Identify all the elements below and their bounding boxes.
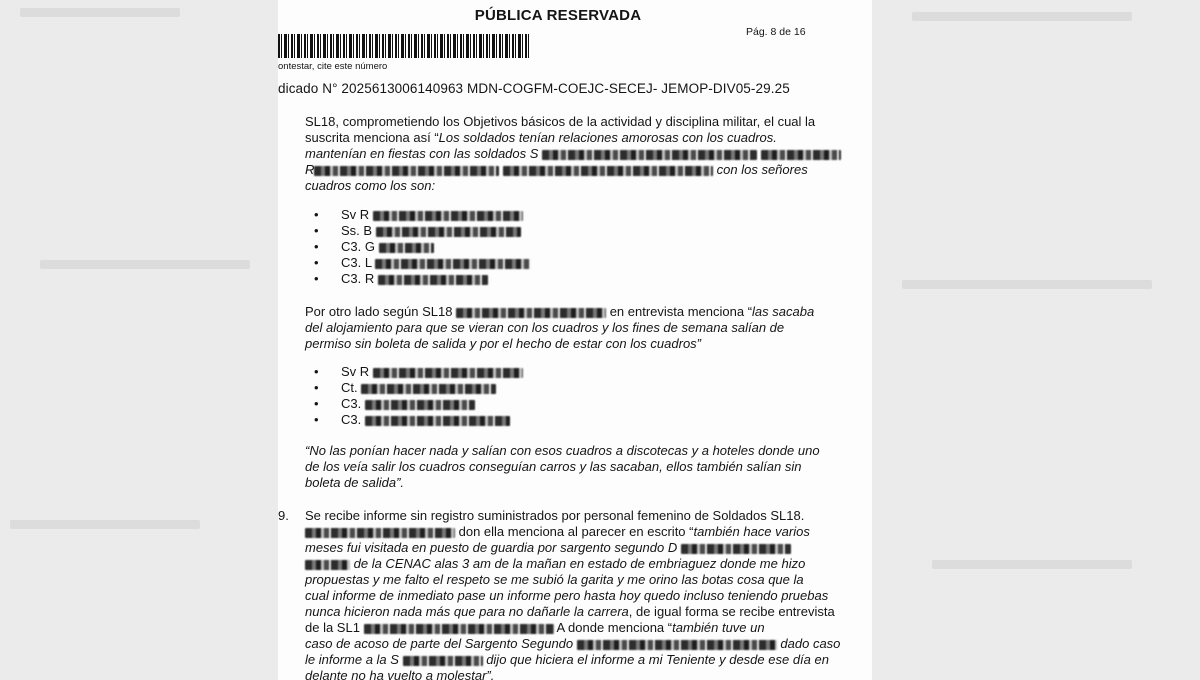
paragraph-2	[305, 304, 853, 352]
redacted-name	[503, 166, 713, 176]
paragraph-line: delante no ha vuelto a molestar”.	[305, 668, 495, 680]
list-item: • C3. L	[314, 255, 530, 271]
blurred-background-right	[872, 0, 1200, 680]
quote-line: boleta de salida”.	[305, 475, 405, 490]
item-number: 9.	[278, 508, 289, 523]
names-list-2	[314, 364, 523, 428]
cite-note: ontestar, cite este número	[278, 61, 388, 72]
redacted-name	[314, 166, 499, 176]
paragraph-line: nunca hicieron nada más que para no dañarle la carrera, de igual forma se recibe entrevista	[305, 604, 835, 619]
list-item: • C3. R	[314, 271, 530, 287]
barcode	[278, 34, 530, 58]
redacted-name	[761, 150, 841, 160]
radicado-number: dicado N° 2025613006140963 MDN-COGFM-COEJC-SECEJ- JEMOP-DIV05-29.25	[278, 81, 790, 96]
paragraph-line: caso de acoso de parte del Sargento Segundo dado caso	[305, 636, 841, 651]
paragraph-line: R con los señores	[305, 162, 808, 177]
paragraph-line: don ella menciona al parecer en escrito “también hace varios	[305, 524, 853, 540]
paragraph-line: cual informe de inmediato pase un informe pero hasta hoy quedo incluso teniendo pruebas	[305, 588, 829, 603]
list-item: • C3. G	[314, 239, 530, 255]
paragraph-line: propuestas y me falto el respeto se me subió la garita y me orino las botas cosa que la	[305, 572, 804, 587]
quote-block	[305, 443, 853, 491]
paragraph-line: cuadros como los son:	[305, 178, 436, 193]
paragraph-1	[305, 114, 853, 194]
paragraph-line: Se recibe informe sin registro suministrados por personal femenino de Soldados SL18.	[305, 508, 805, 523]
list-item: • Sv R	[314, 207, 530, 223]
paragraph-line: de la SL1 A donde menciona “también tuve un	[305, 620, 765, 635]
page-number: Pág. 8 de 16	[746, 26, 806, 38]
blurred-background-left	[0, 0, 278, 680]
paragraph-line: suscrita menciona así “Los soldados tenían relaciones amorosas con los cuadros.	[305, 130, 777, 145]
list-item: • Ss. B	[314, 223, 530, 239]
list-item: • Sv R	[314, 364, 523, 380]
paragraph-line: le informe a la S dijo que hiciera el informe a mi Teniente y desde ese día en	[305, 652, 829, 667]
document-page	[278, 0, 872, 680]
quote-line: de los veía salir los cuadros conseguían carros y las sacaban, ellos también salían sin	[305, 459, 802, 474]
redacted-name	[542, 150, 757, 160]
paragraph-line: del alojamiento para que se vieran con los cuadros y los fines de semana salían de	[305, 320, 785, 335]
list-item: • C3.	[314, 412, 523, 428]
item-9-paragraph	[305, 508, 853, 680]
paragraph-line: permiso sin boleta de salida y por el hecho de estar con los cuadros”	[305, 336, 701, 351]
paragraph-line: meses fui visitada en puesto de guardia por sargento segundo D	[305, 540, 853, 556]
list-item: • Ct.	[314, 380, 523, 396]
quote-line: “No las ponían hacer nada y salían con esos cuadros a discotecas y a hoteles donde uno	[305, 443, 820, 458]
list-item: • C3.	[314, 396, 523, 412]
paragraph-line: mantenían en fiestas con las soldados S	[305, 146, 853, 162]
paragraph-line: de la CENAC alas 3 am de la mañan en estado de embriaguez donde me hizo	[305, 556, 853, 572]
paragraph-line: Por otro lado según SL18 en entrevista menciona “las sacaba	[305, 304, 815, 319]
names-list-1	[314, 207, 530, 287]
paragraph-line: SL18, comprometiendo los Objetivos básicos de la actividad y disciplina militar, el cual la	[305, 114, 816, 129]
classification-header: PÚBLICA RESERVADA	[474, 7, 642, 24]
